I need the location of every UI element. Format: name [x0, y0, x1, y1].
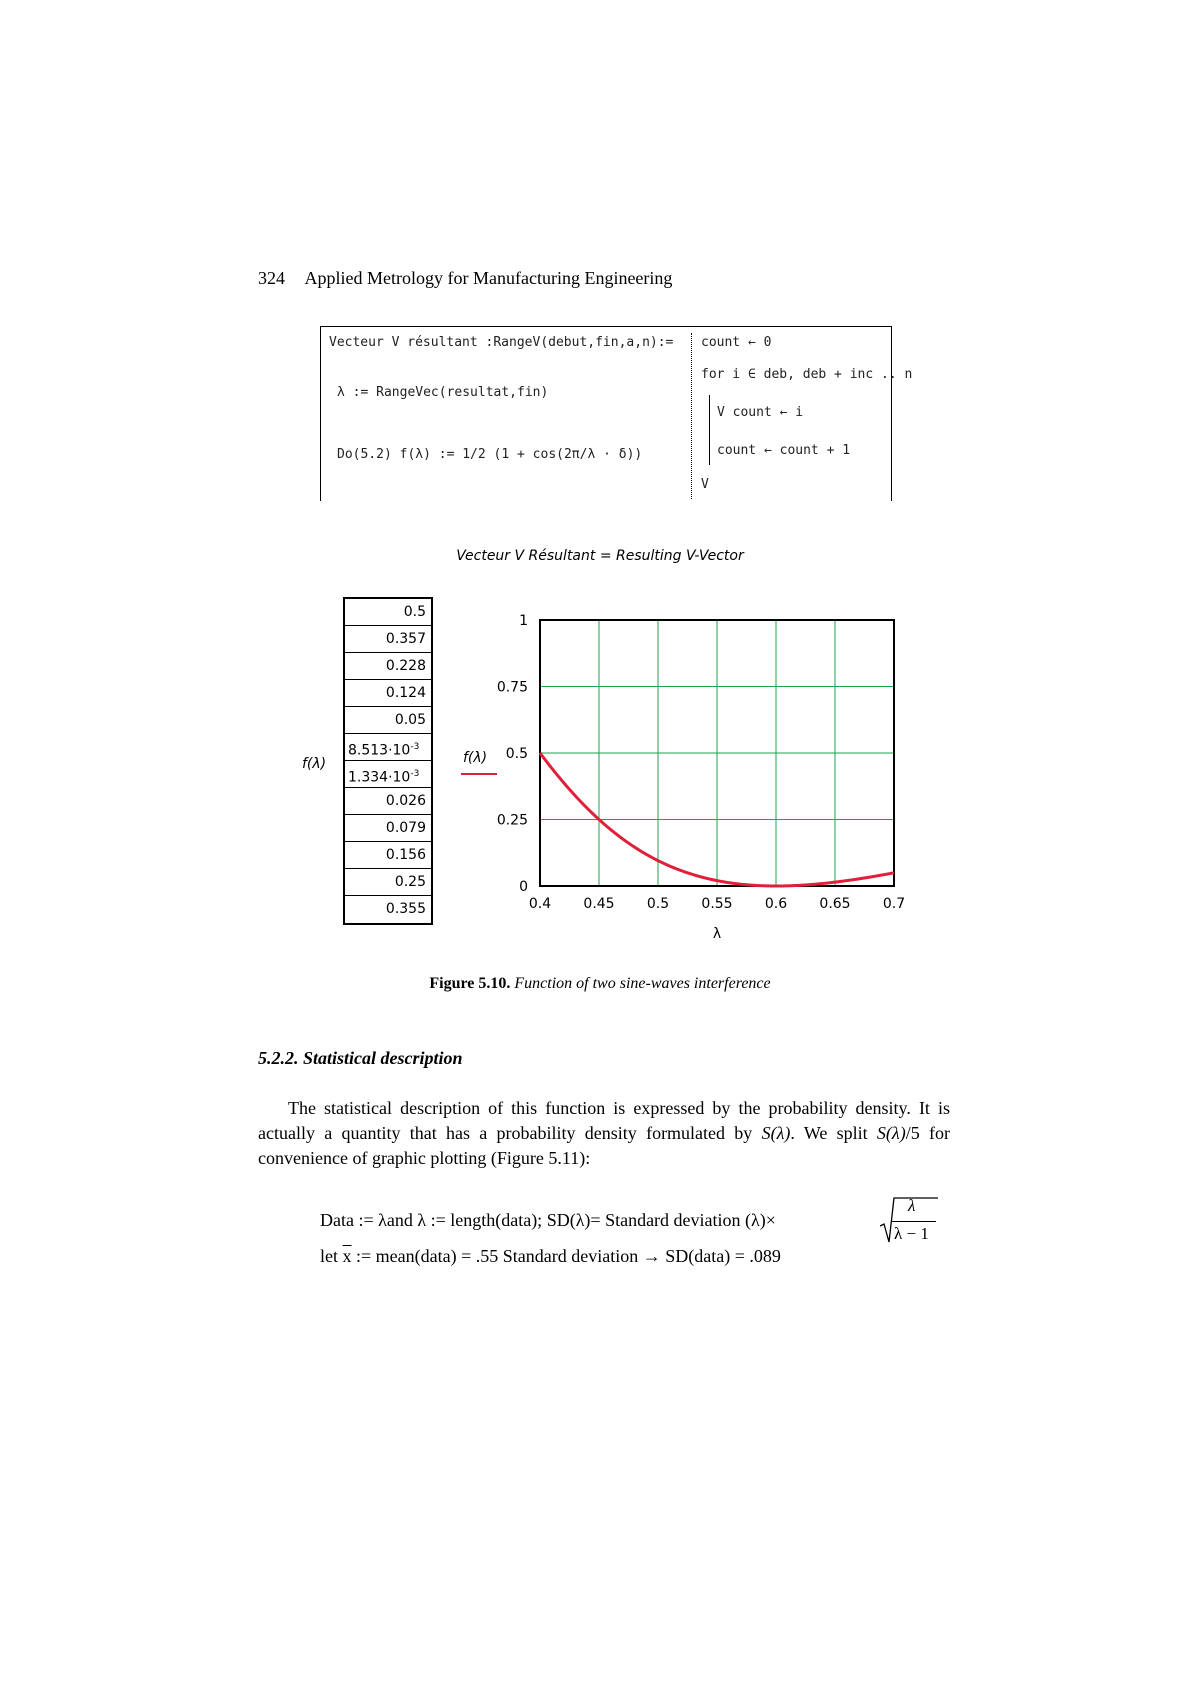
- y-tick-label: 0.75: [496, 679, 528, 696]
- figure-description: Function of two sine-waves interference: [514, 975, 771, 992]
- page-number: 324: [258, 268, 285, 288]
- code-line-4: count ← 0: [701, 335, 772, 350]
- x-tick-label: 0.55: [701, 896, 733, 912]
- table-cell: [345, 815, 431, 842]
- table-cell-value: 8.513·10: [348, 742, 411, 759]
- code-line-3: Do(5.2) f(λ) := 1/2 (1 + cos(2π/λ · δ)): [337, 447, 643, 462]
- eq2-rest: := mean(data) = .55 Standard deviation → SD(data) = .089: [351, 1246, 781, 1266]
- interference-chart: [440, 594, 910, 954]
- table-cell: [345, 842, 431, 869]
- table-cell: [345, 626, 431, 653]
- table-cell: [345, 680, 431, 707]
- eq2-prefix: let: [320, 1246, 343, 1266]
- figure-caption: [0, 975, 1200, 993]
- eq2-xbar: $\overline{x}$: [342, 1246, 352, 1266]
- x-axis-label: λ: [712, 926, 722, 942]
- equation-1: Data := λand λ := length(data); SD(λ)= Standard deviation (λ)×: [320, 1210, 776, 1230]
- table-cell: [345, 788, 431, 815]
- table-cell-value: 0.25: [394, 874, 426, 890]
- code-line-8: V: [701, 477, 709, 492]
- sqrt-numerator: λ: [908, 1196, 916, 1215]
- mathcad-code-block: [320, 326, 913, 501]
- code-line-6: V count ← i: [717, 405, 804, 420]
- table-cell-value: 0.156: [385, 847, 426, 863]
- table-cell-value: 1.334·10: [348, 769, 411, 786]
- x-tick-label: 0.6: [764, 896, 788, 912]
- x-tick-label: 0.65: [819, 896, 851, 912]
- table-cell-value: 0.357: [385, 631, 426, 647]
- paragraph-s-lambda-2: S(λ): [876, 1123, 906, 1143]
- x-tick-label: 0.7: [882, 896, 906, 912]
- x-tick-label: 0.5: [646, 896, 670, 912]
- table-cell-value: 0.079: [385, 820, 426, 836]
- sqrt-denominator: λ − 1: [894, 1224, 929, 1243]
- book-title: Applied Metrology for Manufacturing Engineering: [304, 268, 673, 288]
- table-cell: [345, 896, 431, 923]
- table-cell-value: 0.05: [394, 712, 426, 728]
- code-line-5: for i ∈ deb, deb + inc .. n: [701, 367, 913, 382]
- section-heading: 5.2.2. Statistical description: [258, 1048, 463, 1068]
- value-table: [343, 597, 433, 925]
- y-axis-label: f(λ): [463, 750, 488, 766]
- table-label: f(λ): [302, 756, 327, 772]
- body-paragraph: [258, 1096, 950, 1171]
- y-tick-label: 1: [519, 613, 528, 629]
- table-cell: [345, 707, 431, 734]
- table-cell-value: 0.124: [385, 685, 426, 701]
- y-tick-label: 0.5: [505, 746, 528, 762]
- code-caption: Vecteur V Résultant = Resulting V-Vector: [456, 548, 744, 564]
- table-cell-value: 0.228: [385, 658, 426, 674]
- table-cell: [345, 599, 431, 626]
- figure-label: Figure 5.10.: [429, 975, 511, 992]
- code-line-7: count ← count + 1: [717, 443, 851, 458]
- table-cell-exponent: -3: [410, 769, 420, 779]
- paragraph-s-lambda-1: S(λ): [761, 1123, 791, 1143]
- y-tick-label: 0: [519, 879, 528, 895]
- table-cell-value: 0.026: [385, 793, 426, 809]
- table-cell-exponent: -3: [410, 742, 420, 752]
- equation-2: [320, 1246, 781, 1267]
- x-tick-label: 0.4: [528, 896, 552, 912]
- x-tick-label: 0.45: [583, 896, 615, 912]
- table-cell-value: 0.355: [385, 901, 426, 917]
- code-line-2: λ := RangeVec(resultat,fin): [337, 385, 549, 400]
- table-cell: [345, 653, 431, 680]
- running-header: [258, 268, 672, 289]
- loop-bracket: [709, 395, 710, 465]
- table-cell: [345, 734, 431, 761]
- paragraph-text-3: /5 for convenience of graphic plotting (Figure 5.11):: [258, 1123, 950, 1168]
- paragraph-text-2: . We split: [790, 1123, 877, 1143]
- table-cell: [345, 761, 431, 788]
- code-divider: [691, 333, 692, 499]
- sqrt-fraction: [880, 1196, 940, 1246]
- table-cell: [345, 869, 431, 896]
- y-tick-label: 0.25: [496, 812, 528, 829]
- paragraph-text-1: The statistical description of this function is expressed by the probability density. It is actually a quantity that has a probability density formulated by: [258, 1098, 950, 1143]
- code-line-1: Vecteur V résultant :RangeV(debut,fin,a,n):=: [329, 335, 674, 350]
- fraction-line: [892, 1221, 936, 1222]
- table-cell-value: 0.5: [403, 604, 426, 620]
